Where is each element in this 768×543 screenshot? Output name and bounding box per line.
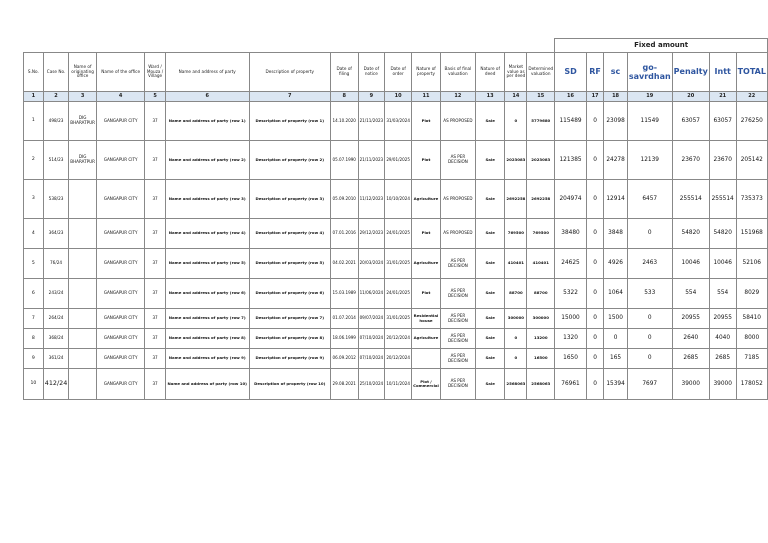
- cell-ward: 37: [145, 249, 165, 279]
- cell-notice: 21/11/2023: [358, 141, 385, 180]
- column-header: Intt: [709, 53, 736, 92]
- cell-originating: [69, 219, 97, 249]
- cell-office: GANGAPUR CITY: [96, 141, 144, 180]
- cell-originating: [69, 279, 97, 309]
- cell-filing: 06.09.2012: [330, 349, 358, 369]
- cell-sd: 38480: [555, 219, 587, 249]
- column-header: Date of order: [385, 53, 412, 92]
- cell-rf: 0: [586, 102, 603, 141]
- cell-market: 2692258: [505, 180, 527, 219]
- column-number: 9: [358, 92, 385, 102]
- cell-sr: 2: [24, 141, 44, 180]
- cell-sd: 15000: [555, 309, 587, 329]
- cell-case: 361/24: [43, 349, 68, 369]
- column-header: Date of notice: [358, 53, 385, 92]
- cell-case: 243/24: [43, 279, 68, 309]
- cell-total: 7185: [736, 349, 767, 369]
- cell-notice: 21/11/2023: [358, 102, 385, 141]
- cell-basis: AS PER DECISION: [440, 369, 475, 400]
- cell-filing: 14.10.2020: [330, 102, 358, 141]
- table-row: [24, 349, 768, 369]
- cell-sd: 5322: [555, 279, 587, 309]
- cell-ward: 37: [145, 219, 165, 249]
- cell-penalty: 39000: [672, 369, 709, 400]
- cell-valuation: 2023083: [527, 141, 555, 180]
- case-register-table: [23, 38, 768, 400]
- cell-deed: Sale: [475, 102, 504, 141]
- cell-valuation: 769500: [527, 219, 555, 249]
- cell-case: 412/24: [43, 369, 68, 400]
- cell-case: 364/23: [43, 219, 68, 249]
- column-number: 12: [440, 92, 475, 102]
- cell-sr: 1: [24, 102, 44, 141]
- cell-party: Name and address of party (row 10): [165, 369, 249, 400]
- cell-notice: 07/10/2024: [358, 349, 385, 369]
- cell-valuation: 410401: [527, 249, 555, 279]
- cell-intt: 39000: [709, 369, 736, 400]
- cell-order: 31/01/2025: [385, 249, 412, 279]
- cell-intt: 2685: [709, 349, 736, 369]
- cell-intt: 23670: [709, 141, 736, 180]
- cell-sc: 12914: [604, 180, 628, 219]
- cell-basis: AS PER DECISION: [440, 141, 475, 180]
- cell-filing: 18.06.1999: [330, 329, 358, 349]
- cell-go: 2463: [627, 249, 672, 279]
- cell-property: Description of property (row 6): [249, 279, 330, 309]
- column-number: 2: [43, 92, 68, 102]
- cell-nature: Plot: [412, 279, 441, 309]
- cell-originating: DIG BHARATPUR: [69, 102, 97, 141]
- cell-deed: Sale: [475, 369, 504, 400]
- table-row: [24, 102, 768, 141]
- cell-penalty: 2640: [672, 329, 709, 349]
- cell-sd: 204974: [555, 180, 587, 219]
- cell-notice: 07/10/2024: [358, 329, 385, 349]
- cell-basis: AS PER DECISION: [440, 249, 475, 279]
- column-number: 5: [145, 92, 165, 102]
- column-header: RF: [586, 53, 603, 92]
- cell-notice: 20/03/2024: [358, 249, 385, 279]
- column-header: Basis of final valuation: [440, 53, 475, 92]
- cell-ward: 37: [145, 141, 165, 180]
- column-header: Name and address of party: [165, 53, 249, 92]
- cell-ward: 37: [145, 180, 165, 219]
- cell-party: Name and address of party (row 9): [165, 349, 249, 369]
- cell-go: 11549: [627, 102, 672, 141]
- cell-sr: 8: [24, 329, 44, 349]
- cell-party: Name and address of party (row 7): [165, 309, 249, 329]
- cell-order: 10/10/2024: [385, 180, 412, 219]
- column-header: Market value as per deed: [505, 53, 527, 92]
- cell-order: 31/03/2024: [385, 102, 412, 141]
- cell-case: 498/23: [43, 102, 68, 141]
- column-header: TOTAL: [736, 53, 767, 92]
- column-number: 22: [736, 92, 767, 102]
- cell-ward: 37: [145, 349, 165, 369]
- cell-filing: 05.09.2010: [330, 180, 358, 219]
- cell-valuation: 16500: [527, 349, 555, 369]
- cell-sr: 4: [24, 219, 44, 249]
- cell-nature: Agriculture: [412, 249, 441, 279]
- cell-property: Description of property (row 5): [249, 249, 330, 279]
- cell-filing: 05.07.1990: [330, 141, 358, 180]
- cell-originating: [69, 349, 97, 369]
- cell-sc: 4926: [604, 249, 628, 279]
- column-header: Description of property: [249, 53, 330, 92]
- table-row: [24, 369, 768, 400]
- cell-basis: AS PER DECISION: [440, 349, 475, 369]
- cell-nature: Plot: [412, 102, 441, 141]
- cell-office: GANGAPUR CITY: [96, 329, 144, 349]
- cell-office: GANGAPUR CITY: [96, 180, 144, 219]
- cell-order: 10/11/2024: [385, 369, 412, 400]
- cell-total: 8000: [736, 329, 767, 349]
- cell-notice: 09/07/2024: [358, 309, 385, 329]
- cell-ward: 37: [145, 369, 165, 400]
- cell-market: 0: [505, 102, 527, 141]
- cell-office: GANGAPUR CITY: [96, 279, 144, 309]
- cell-party: Name and address of party (row 4): [165, 219, 249, 249]
- data-sheet: [23, 38, 768, 400]
- column-number: 19: [627, 92, 672, 102]
- cell-valuation: 2692258: [527, 180, 555, 219]
- cell-party: Name and address of party (row 5): [165, 249, 249, 279]
- cell-market: 410401: [505, 249, 527, 279]
- cell-office: GANGAPUR CITY: [96, 349, 144, 369]
- cell-order: 29/01/2025: [385, 141, 412, 180]
- cell-property: Description of property (row 2): [249, 141, 330, 180]
- cell-order: 20/12/2024: [385, 329, 412, 349]
- cell-valuation: 300000: [527, 309, 555, 329]
- cell-penalty: 554: [672, 279, 709, 309]
- cell-market: 0: [505, 329, 527, 349]
- column-number: 4: [96, 92, 144, 102]
- cell-sd: 24625: [555, 249, 587, 279]
- cell-case: 368/24: [43, 329, 68, 349]
- cell-property: Description of property (row 3): [249, 180, 330, 219]
- cell-party: Name and address of party (row 6): [165, 279, 249, 309]
- cell-total: 178052: [736, 369, 767, 400]
- cell-sc: 23098: [604, 102, 628, 141]
- cell-basis: AS PROPOSED: [440, 180, 475, 219]
- cell-total: 58410: [736, 309, 767, 329]
- cell-intt: 54820: [709, 219, 736, 249]
- table-row: [24, 279, 768, 309]
- cell-notice: 11/06/2024: [358, 279, 385, 309]
- cell-notice: 29/12/2023: [358, 219, 385, 249]
- table-row: [24, 309, 768, 329]
- cell-rf: 0: [586, 141, 603, 180]
- cell-sd: 1320: [555, 329, 587, 349]
- cell-property: Description of property (row 1): [249, 102, 330, 141]
- cell-market: 2568063: [505, 369, 527, 400]
- cell-sc: 0: [604, 329, 628, 349]
- column-header: Determined valuation: [527, 53, 555, 92]
- cell-property: Description of property (row 9): [249, 349, 330, 369]
- cell-sc: 24278: [604, 141, 628, 180]
- column-header: sc: [604, 53, 628, 92]
- cell-filing: 29.08.2021: [330, 369, 358, 400]
- column-header: Name of originating office: [69, 53, 97, 92]
- cell-intt: 63057: [709, 102, 736, 141]
- cell-filing: 04.02.2021: [330, 249, 358, 279]
- cell-sc: 3848: [604, 219, 628, 249]
- cell-penalty: 63057: [672, 102, 709, 141]
- column-header: Penalty: [672, 53, 709, 92]
- cell-originating: [69, 309, 97, 329]
- cell-nature: Agriculture: [412, 180, 441, 219]
- column-number: 8: [330, 92, 358, 102]
- cell-go: 6457: [627, 180, 672, 219]
- column-number: 13: [475, 92, 504, 102]
- cell-rf: 0: [586, 219, 603, 249]
- cell-go: 0: [627, 219, 672, 249]
- column-header: Name of the office: [96, 53, 144, 92]
- cell-rf: 0: [586, 279, 603, 309]
- cell-sc: 15394: [604, 369, 628, 400]
- cell-go: 0: [627, 309, 672, 329]
- cell-penalty: 54820: [672, 219, 709, 249]
- table-row: [24, 180, 768, 219]
- cell-order: 24/01/2025: [385, 219, 412, 249]
- cell-order: 31/01/2025: [385, 309, 412, 329]
- cell-filing: 07.01.2016: [330, 219, 358, 249]
- cell-sd: 1650: [555, 349, 587, 369]
- cell-party: Name and address of party (row 8): [165, 329, 249, 349]
- cell-penalty: 2685: [672, 349, 709, 369]
- cell-market: 0: [505, 349, 527, 369]
- cell-nature: Plot / Commercial: [412, 369, 441, 400]
- cell-order: 24/01/2025: [385, 279, 412, 309]
- column-number: 15: [527, 92, 555, 102]
- column-header: Nature of property: [412, 53, 441, 92]
- cell-ward: 37: [145, 309, 165, 329]
- column-number: 18: [604, 92, 628, 102]
- table-row: [24, 141, 768, 180]
- cell-ward: 37: [145, 329, 165, 349]
- cell-deed: Sale: [475, 219, 504, 249]
- cell-deed: Sale: [475, 349, 504, 369]
- cell-nature: Residential house: [412, 309, 441, 329]
- cell-sd: 76961: [555, 369, 587, 400]
- cell-rf: 0: [586, 249, 603, 279]
- cell-sc: 165: [604, 349, 628, 369]
- cell-ward: 37: [145, 279, 165, 309]
- cell-order: 20/12/2024: [385, 349, 412, 369]
- cell-market: 2023083: [505, 141, 527, 180]
- cell-office: GANGAPUR CITY: [96, 309, 144, 329]
- cell-basis: AS PER DECISION: [440, 309, 475, 329]
- cell-sr: 6: [24, 279, 44, 309]
- cell-total: 735373: [736, 180, 767, 219]
- cell-deed: Sale: [475, 141, 504, 180]
- cell-notice: 11/12/2023: [358, 180, 385, 219]
- column-number: 14: [505, 92, 527, 102]
- table-row: [24, 329, 768, 349]
- cell-market: 769500: [505, 219, 527, 249]
- column-header: Case No.: [43, 53, 68, 92]
- cell-office: GANGAPUR CITY: [96, 369, 144, 400]
- column-number: 1: [24, 92, 44, 102]
- cell-valuation: 5779680: [527, 102, 555, 141]
- cell-nature: Plot: [412, 141, 441, 180]
- column-number: 7: [249, 92, 330, 102]
- cell-case: 538/23: [43, 180, 68, 219]
- cell-originating: [69, 249, 97, 279]
- cell-total: 151968: [736, 219, 767, 249]
- cell-deed: Sale: [475, 249, 504, 279]
- cell-sc: 1500: [604, 309, 628, 329]
- column-number: 21: [709, 92, 736, 102]
- cell-rf: 0: [586, 349, 603, 369]
- cell-intt: 255514: [709, 180, 736, 219]
- cell-case: 264/24: [43, 309, 68, 329]
- cell-rf: 0: [586, 329, 603, 349]
- cell-originating: DIG BHARATPUR: [69, 141, 97, 180]
- cell-sd: 121385: [555, 141, 587, 180]
- cell-market: 300000: [505, 309, 527, 329]
- table-row: [24, 249, 768, 279]
- group-header: Fixed amount: [555, 39, 768, 53]
- table-row: [24, 219, 768, 249]
- cell-basis: AS PROPOSED: [440, 219, 475, 249]
- cell-go: 0: [627, 349, 672, 369]
- cell-party: Name and address of party (row 2): [165, 141, 249, 180]
- cell-notice: 25/10/2024: [358, 369, 385, 400]
- cell-penalty: 255514: [672, 180, 709, 219]
- cell-rf: 0: [586, 369, 603, 400]
- cell-basis: AS PROPOSED: [440, 102, 475, 141]
- column-header: S.No.: [24, 53, 44, 92]
- cell-property: Description of property (row 7): [249, 309, 330, 329]
- column-number: 11: [412, 92, 441, 102]
- column-number: 6: [165, 92, 249, 102]
- cell-deed: Sale: [475, 180, 504, 219]
- cell-go: 12139: [627, 141, 672, 180]
- cell-sr: 9: [24, 349, 44, 369]
- cell-valuation: 2568063: [527, 369, 555, 400]
- cell-nature: [412, 349, 441, 369]
- cell-intt: 10046: [709, 249, 736, 279]
- cell-rf: 0: [586, 309, 603, 329]
- cell-sr: 10: [24, 369, 44, 400]
- column-header: Nature of deed: [475, 53, 504, 92]
- cell-office: GANGAPUR CITY: [96, 249, 144, 279]
- column-number: 20: [672, 92, 709, 102]
- cell-penalty: 23670: [672, 141, 709, 180]
- cell-deed: Sale: [475, 309, 504, 329]
- cell-case: 514/23: [43, 141, 68, 180]
- cell-originating: [69, 180, 97, 219]
- cell-valuation: 13200: [527, 329, 555, 349]
- column-number: 10: [385, 92, 412, 102]
- cell-property: Description of property (row 8): [249, 329, 330, 349]
- cell-party: Name and address of party (row 3): [165, 180, 249, 219]
- cell-sr: 7: [24, 309, 44, 329]
- cell-nature: Agriculture: [412, 329, 441, 349]
- cell-ward: 37: [145, 102, 165, 141]
- cell-penalty: 20955: [672, 309, 709, 329]
- cell-originating: [69, 329, 97, 349]
- cell-basis: AS PER DECISION: [440, 279, 475, 309]
- cell-office: GANGAPUR CITY: [96, 219, 144, 249]
- cell-sr: 5: [24, 249, 44, 279]
- cell-market: 88700: [505, 279, 527, 309]
- cell-nature: Plot: [412, 219, 441, 249]
- cell-rf: 0: [586, 180, 603, 219]
- cell-sd: 115489: [555, 102, 587, 141]
- cell-office: GANGAPUR CITY: [96, 102, 144, 141]
- column-number: 16: [555, 92, 587, 102]
- cell-deed: Sale: [475, 329, 504, 349]
- column-header: go-savrdhan: [627, 53, 672, 92]
- cell-filing: 15.03.1989: [330, 279, 358, 309]
- cell-sr: 3: [24, 180, 44, 219]
- column-number: 17: [586, 92, 603, 102]
- cell-party: Name and address of party (row 1): [165, 102, 249, 141]
- column-header: Ward / Mouza / Village: [145, 53, 165, 92]
- cell-intt: 4040: [709, 329, 736, 349]
- cell-intt: 20955: [709, 309, 736, 329]
- cell-total: 205142: [736, 141, 767, 180]
- cell-go: 7697: [627, 369, 672, 400]
- cell-sc: 1064: [604, 279, 628, 309]
- cell-originating: [69, 369, 97, 400]
- cell-property: Description of property (row 4): [249, 219, 330, 249]
- cell-total: 276250: [736, 102, 767, 141]
- cell-intt: 554: [709, 279, 736, 309]
- cell-basis: AS PER DECISION: [440, 329, 475, 349]
- cell-total: 52106: [736, 249, 767, 279]
- cell-go: 0: [627, 329, 672, 349]
- cell-case: 76/24: [43, 249, 68, 279]
- cell-go: 533: [627, 279, 672, 309]
- cell-total: 8029: [736, 279, 767, 309]
- cell-deed: Sale: [475, 279, 504, 309]
- column-header: SD: [555, 53, 587, 92]
- column-header: Date of filing: [330, 53, 358, 92]
- cell-valuation: 88700: [527, 279, 555, 309]
- cell-penalty: 10046: [672, 249, 709, 279]
- cell-property: Description of property (row 10): [249, 369, 330, 400]
- column-number: 3: [69, 92, 97, 102]
- cell-filing: 01.07.2014: [330, 309, 358, 329]
